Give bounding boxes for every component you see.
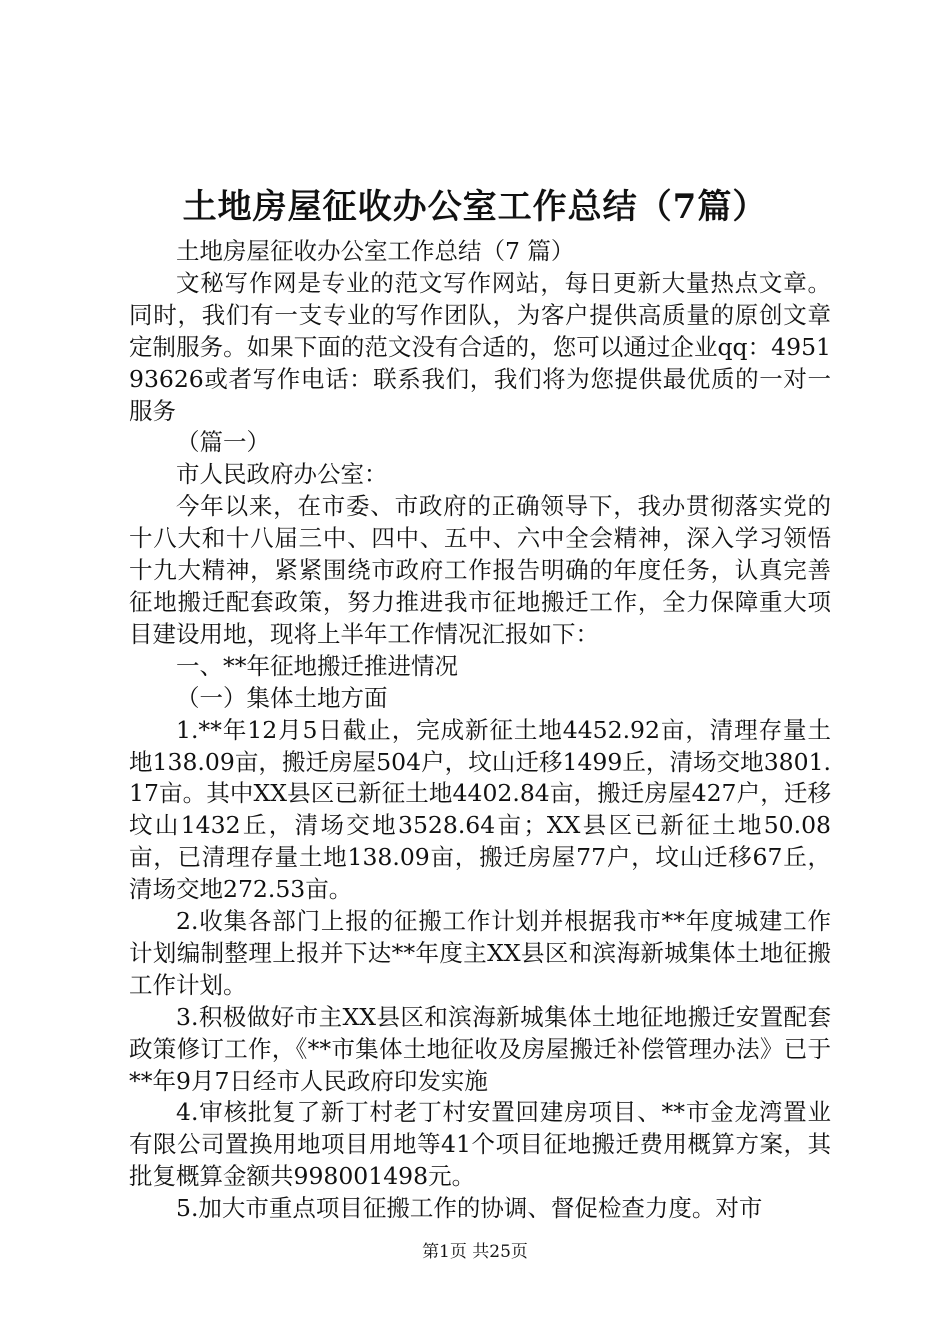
- paragraph-item-2: 2.收集各部门上报的征搬工作计划并根据我市**年度城建工作计划编制整理上报并下达**年度主XX县区和滨海新城集体土地征搬工作计划。: [129, 907, 831, 999]
- paragraph-heading-1: 一、**年征地搬迁推进情况: [176, 651, 458, 680]
- paragraph-item-5: 5.加大市重点项目征搬工作的协调、督促检查力度。对市: [176, 1194, 763, 1223]
- paragraph-subtitle: 土地房屋征收办公室工作总结（7 篇）: [176, 237, 575, 265]
- page-number-footer: 第1页 共25页: [422, 1242, 528, 1262]
- paragraph-opening: 今年以来，在市委、市政府的正确领导下，我办贯彻落实党的十八大和十八届三中、四中、五中、六中全会精神，深入学习领悟十九大精神，紧紧围绕市政府工作报告明确的年度任务，认真完善征地搬迁配套政策，努力推进我市征地搬迁工作，全力保障重大项目建设用地，现将上半年工作情况汇报如下：: [129, 492, 831, 648]
- paragraph-salutation: 市人民政府办公室：: [176, 460, 388, 489]
- document-body: [129, 236, 831, 1225]
- paragraph-intro: 文秘写作网是专业的范文写作网站，每日更新大量热点文章。同时，我们有一支专业的写作团队，为客户提供高质量的原创文章定制服务。如果下面的范文没有合适的，您可以通过企业qq：495193626或者写作电话：联系我们，我们将为您提供最优质的一对一服务: [129, 268, 831, 425]
- paragraph-item-1: 1.**年12月5日截止，完成新征土地4452.92亩，清理存量土地138.09亩，搬迁房屋504户，坟山迁移1499丘，清场交地3801.17亩。其中XX县区已新征土地4402.84亩，搬迁房屋427户，迁移坟山1432丘，清场交地3528.64亩；XX县区已新征土地50.08亩，已清理存量土地138.09亩，搬迁房屋77户，坟山迁移67丘，清场交地272.53亩。: [129, 715, 831, 904]
- paragraph-subheading-1: （一）集体土地方面: [176, 683, 388, 712]
- paragraph-item-3: 3.积极做好市主XX县区和滨海新城集体土地征地搬迁安置配套政策修订工作，《**市集体土地征收及房屋搬迁补偿管理办法》已于**年9月7日经市人民政府印发实施: [129, 1002, 831, 1095]
- document-title: 土地房屋征收办公室工作总结（7篇）: [182, 187, 768, 227]
- paragraph-item-4: 4.审核批复了新丁村老丁村安置回建房项目、**市金龙湾置业有限公司置换用地项目用地等41个项目征地搬迁费用概算方案，其批复概算金额共998001498元。: [129, 1098, 831, 1191]
- paragraph-section-label: （篇一）: [176, 428, 270, 457]
